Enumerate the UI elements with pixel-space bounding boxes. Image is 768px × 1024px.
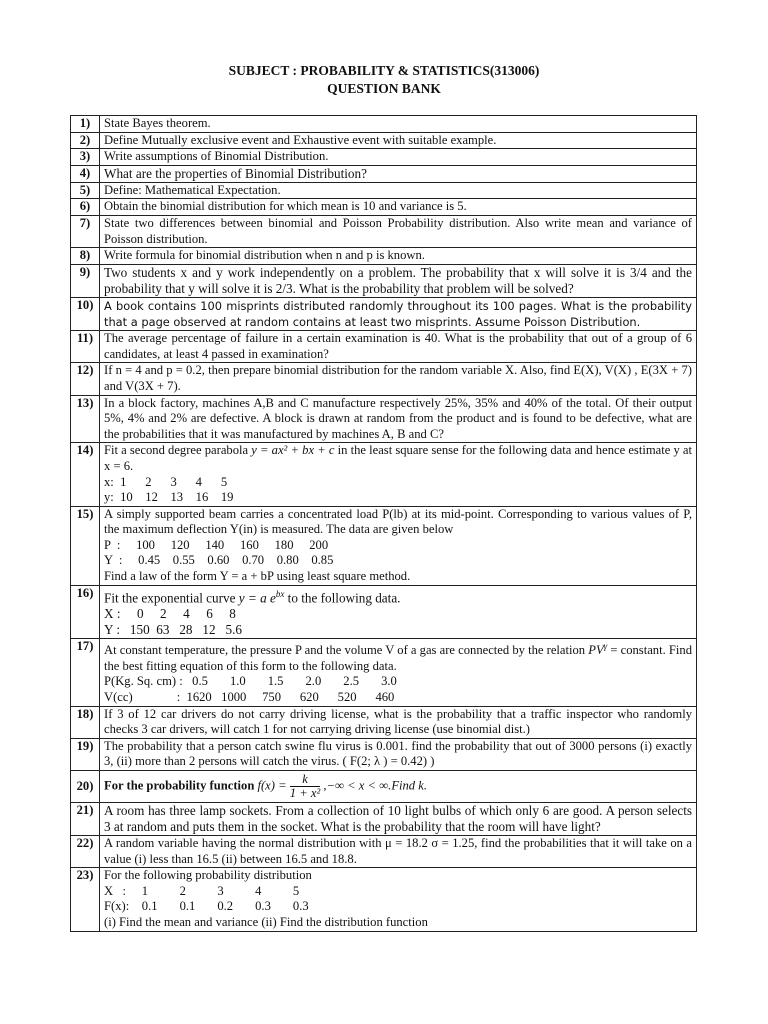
table-row xyxy=(71,199,697,216)
question-number: 9) xyxy=(71,264,100,297)
question-text: Fit a second degree parabola xyxy=(104,443,252,458)
table-row xyxy=(71,215,697,247)
question-number: 19) xyxy=(71,738,100,770)
question-text: State Bayes theorem. xyxy=(100,116,697,133)
question-number: 3) xyxy=(71,149,100,166)
question-footer: Find a law of the form Y = a + bP using least square method. xyxy=(104,569,411,584)
question-text: A room has three lamp sockets. From a collection of 10 light bulbs of which only 6 are good. A person selects 3 at random and puts them in the socket. What is the probability that the room will have light? xyxy=(100,802,697,835)
parabola-equation: y = ax² + bx + c xyxy=(251,443,335,458)
question-text: Define Mutually exclusive event and Exhaustive event with suitable example. xyxy=(100,132,697,149)
question-number: 10) xyxy=(71,297,100,330)
question-text: What are the properties of Binomial Distribution? xyxy=(100,165,697,182)
question-text: At constant temperature, the pressure P and the volume V of a gas are connected by the relation xyxy=(104,643,589,658)
data-row-y: Y : 0.45 0.55 0.60 0.70 0.80 0.85 xyxy=(104,553,334,568)
question-text: Define: Mathematical Expectation. xyxy=(100,182,697,199)
table-row xyxy=(71,506,697,585)
question-number: 18) xyxy=(71,706,100,738)
table-row xyxy=(71,706,697,738)
question-number: 12) xyxy=(71,363,100,395)
exponential-equation: y = a e xyxy=(238,590,276,606)
question-number: 6) xyxy=(71,199,100,216)
gas-equation: PV xyxy=(588,643,604,658)
table-row xyxy=(71,182,697,199)
question-table xyxy=(70,115,697,932)
question-number: 15) xyxy=(71,506,100,585)
equation-exponent: γ xyxy=(603,641,608,652)
question-text: in the least square sense for the following data and hence estimate y at x = 6. xyxy=(104,443,692,473)
data-row-x: X : 1 2 3 4 5 xyxy=(104,883,300,898)
question-number: 20) xyxy=(71,770,100,802)
data-row-y: y: 10 12 13 16 19 xyxy=(104,490,234,505)
question-text: = constant. Find the best fitting equation of this form to the following data. xyxy=(104,643,692,673)
data-row-x: x: 1 2 3 4 5 xyxy=(104,474,228,489)
question-text: Write formula for binomial distribution when n and p is known. xyxy=(100,248,697,265)
question-number: 5) xyxy=(71,182,100,199)
question-text: In a block factory, machines A,B and C manufacture respectively 25%, 35% and 40% of the total. Of their output 5%, 4% and 2% are defective. A block is drawn at random from the product and is found to be defective, what are the probabilities that it was manufactured by machines A, B and C? xyxy=(100,395,697,443)
table-row xyxy=(71,395,697,443)
question-number: 17) xyxy=(71,639,100,707)
data-row-x: X : 0 2 4 6 8 xyxy=(104,606,236,622)
table-row xyxy=(71,585,697,638)
subject-heading: SUBJECT : PROBABILITY & STATISTICS(313006) xyxy=(228,63,540,78)
table-row xyxy=(71,297,697,330)
table-row xyxy=(71,868,697,931)
question-cell xyxy=(100,585,697,638)
fraction-numerator: k xyxy=(290,773,320,787)
table-row xyxy=(71,802,697,835)
question-text: The average percentage of failure in a certain examination is 40. What is the probability that out of a group of 6 candidates, at least 4 passed in examination? xyxy=(100,331,697,363)
table-row xyxy=(71,132,697,149)
table-row xyxy=(71,738,697,770)
question-bank-title: QUESTION BANK xyxy=(327,81,441,96)
question-number: 8) xyxy=(71,248,100,265)
table-row xyxy=(71,331,697,363)
question-text: The probability that a person catch swine flu virus is 0.001. find the probability that out of 3000 persons (i) exactly 3, (ii) more than 2 persons will catch the virus. ( F(2; λ ) = 0.42) ) xyxy=(100,738,697,770)
table-row xyxy=(71,363,697,395)
question-footer: (i) Find the mean and variance (ii) Find the distribution function xyxy=(104,914,428,929)
fraction-denominator: 1 + x² xyxy=(289,785,321,800)
question-cell xyxy=(100,868,697,931)
question-text: Write assumptions of Binomial Distribution. xyxy=(100,149,697,166)
question-number: 23) xyxy=(71,868,100,931)
question-text: Fit the exponential curve xyxy=(104,590,239,606)
question-cell xyxy=(100,770,697,802)
data-row-p: P : 100 120 140 160 180 200 xyxy=(104,537,329,552)
question-cell xyxy=(100,443,697,506)
function-lhs: f(x) = xyxy=(257,778,287,793)
question-text: A simply supported beam carries a concentrated load P(lb) at its mid-point. Corresponding to various values of P, the maximum deflection Y(in) is measured. The data are given below xyxy=(104,506,692,537)
question-number: 1) xyxy=(71,116,100,133)
question-cell xyxy=(100,639,697,707)
question-text: If n = 4 and p = 0.2, then prepare binomial distribution for the random variable X. Also, find E(X), V(X) , E(3X + 7) and V(3X + 7). xyxy=(100,363,697,395)
question-text: ,−∞ < x < ∞.Find k. xyxy=(320,778,427,793)
question-number: 2) xyxy=(71,132,100,149)
question-text: For the probability function xyxy=(104,778,258,793)
question-number: 13) xyxy=(71,395,100,443)
question-text: For the following probability distribution xyxy=(104,868,312,883)
table-row xyxy=(71,770,697,802)
table-row xyxy=(71,248,697,265)
question-text: State two differences between binomial and Poisson Probability distribution. Also write mean and variance of Poisson distribution. xyxy=(100,215,697,247)
question-text: A random variable having the normal distribution with μ = 18.2 σ = 1.25, find the probabilities that it will take on a value (i) less than 16.5 (ii) between 16.5 and 18.8. xyxy=(100,835,697,867)
data-row-v: V(cc) : 1620 1000 750 620 520 460 xyxy=(104,690,395,705)
question-text: to the following data. xyxy=(284,590,401,606)
data-row-p: P(Kg. Sq. cm) : 0.5 1.0 1.5 2.0 2.5 3.0 xyxy=(104,674,397,689)
table-row xyxy=(71,264,697,297)
question-number: 22) xyxy=(71,835,100,867)
table-row xyxy=(71,149,697,166)
fraction xyxy=(290,773,320,800)
table-row xyxy=(71,116,697,133)
question-number: 21) xyxy=(71,802,100,835)
question-number: 4) xyxy=(71,165,100,182)
question-number: 7) xyxy=(71,215,100,247)
question-cell xyxy=(100,506,697,585)
data-row-y: Y : 150 63 28 12 5.6 xyxy=(104,622,242,638)
data-row-fx: F(x): 0.1 0.1 0.2 0.3 0.3 xyxy=(104,899,309,914)
question-text: A book contains 100 misprints distributed randomly throughout its 100 pages. What is the probability that a page observed at random contains at least two misprints. Assume Poisson Distribution. xyxy=(100,297,697,330)
table-row xyxy=(71,639,697,707)
question-number: 11) xyxy=(71,331,100,363)
table-row xyxy=(71,835,697,867)
question-text: Obtain the binomial distribution for which mean is 10 and variance is 5. xyxy=(100,199,697,216)
document-header xyxy=(0,62,768,98)
question-number: 16) xyxy=(71,585,100,638)
question-number: 14) xyxy=(71,443,100,506)
table-row xyxy=(71,165,697,182)
question-text: Two students x and y work independently on a problem. The probability that x will solve it is 3/4 and the probability that y will solve it is 2/3. What is the probability that problem will be solved? xyxy=(100,264,697,297)
question-text: If 3 of 12 car drivers do not carry driving license, what is the probability that a traffic inspector who randomly checks 3 car drivers, will catch 1 for not carrying driving license (use binomial dist.) xyxy=(100,706,697,738)
table-row xyxy=(71,443,697,506)
equation-exponent: bx xyxy=(275,588,285,599)
